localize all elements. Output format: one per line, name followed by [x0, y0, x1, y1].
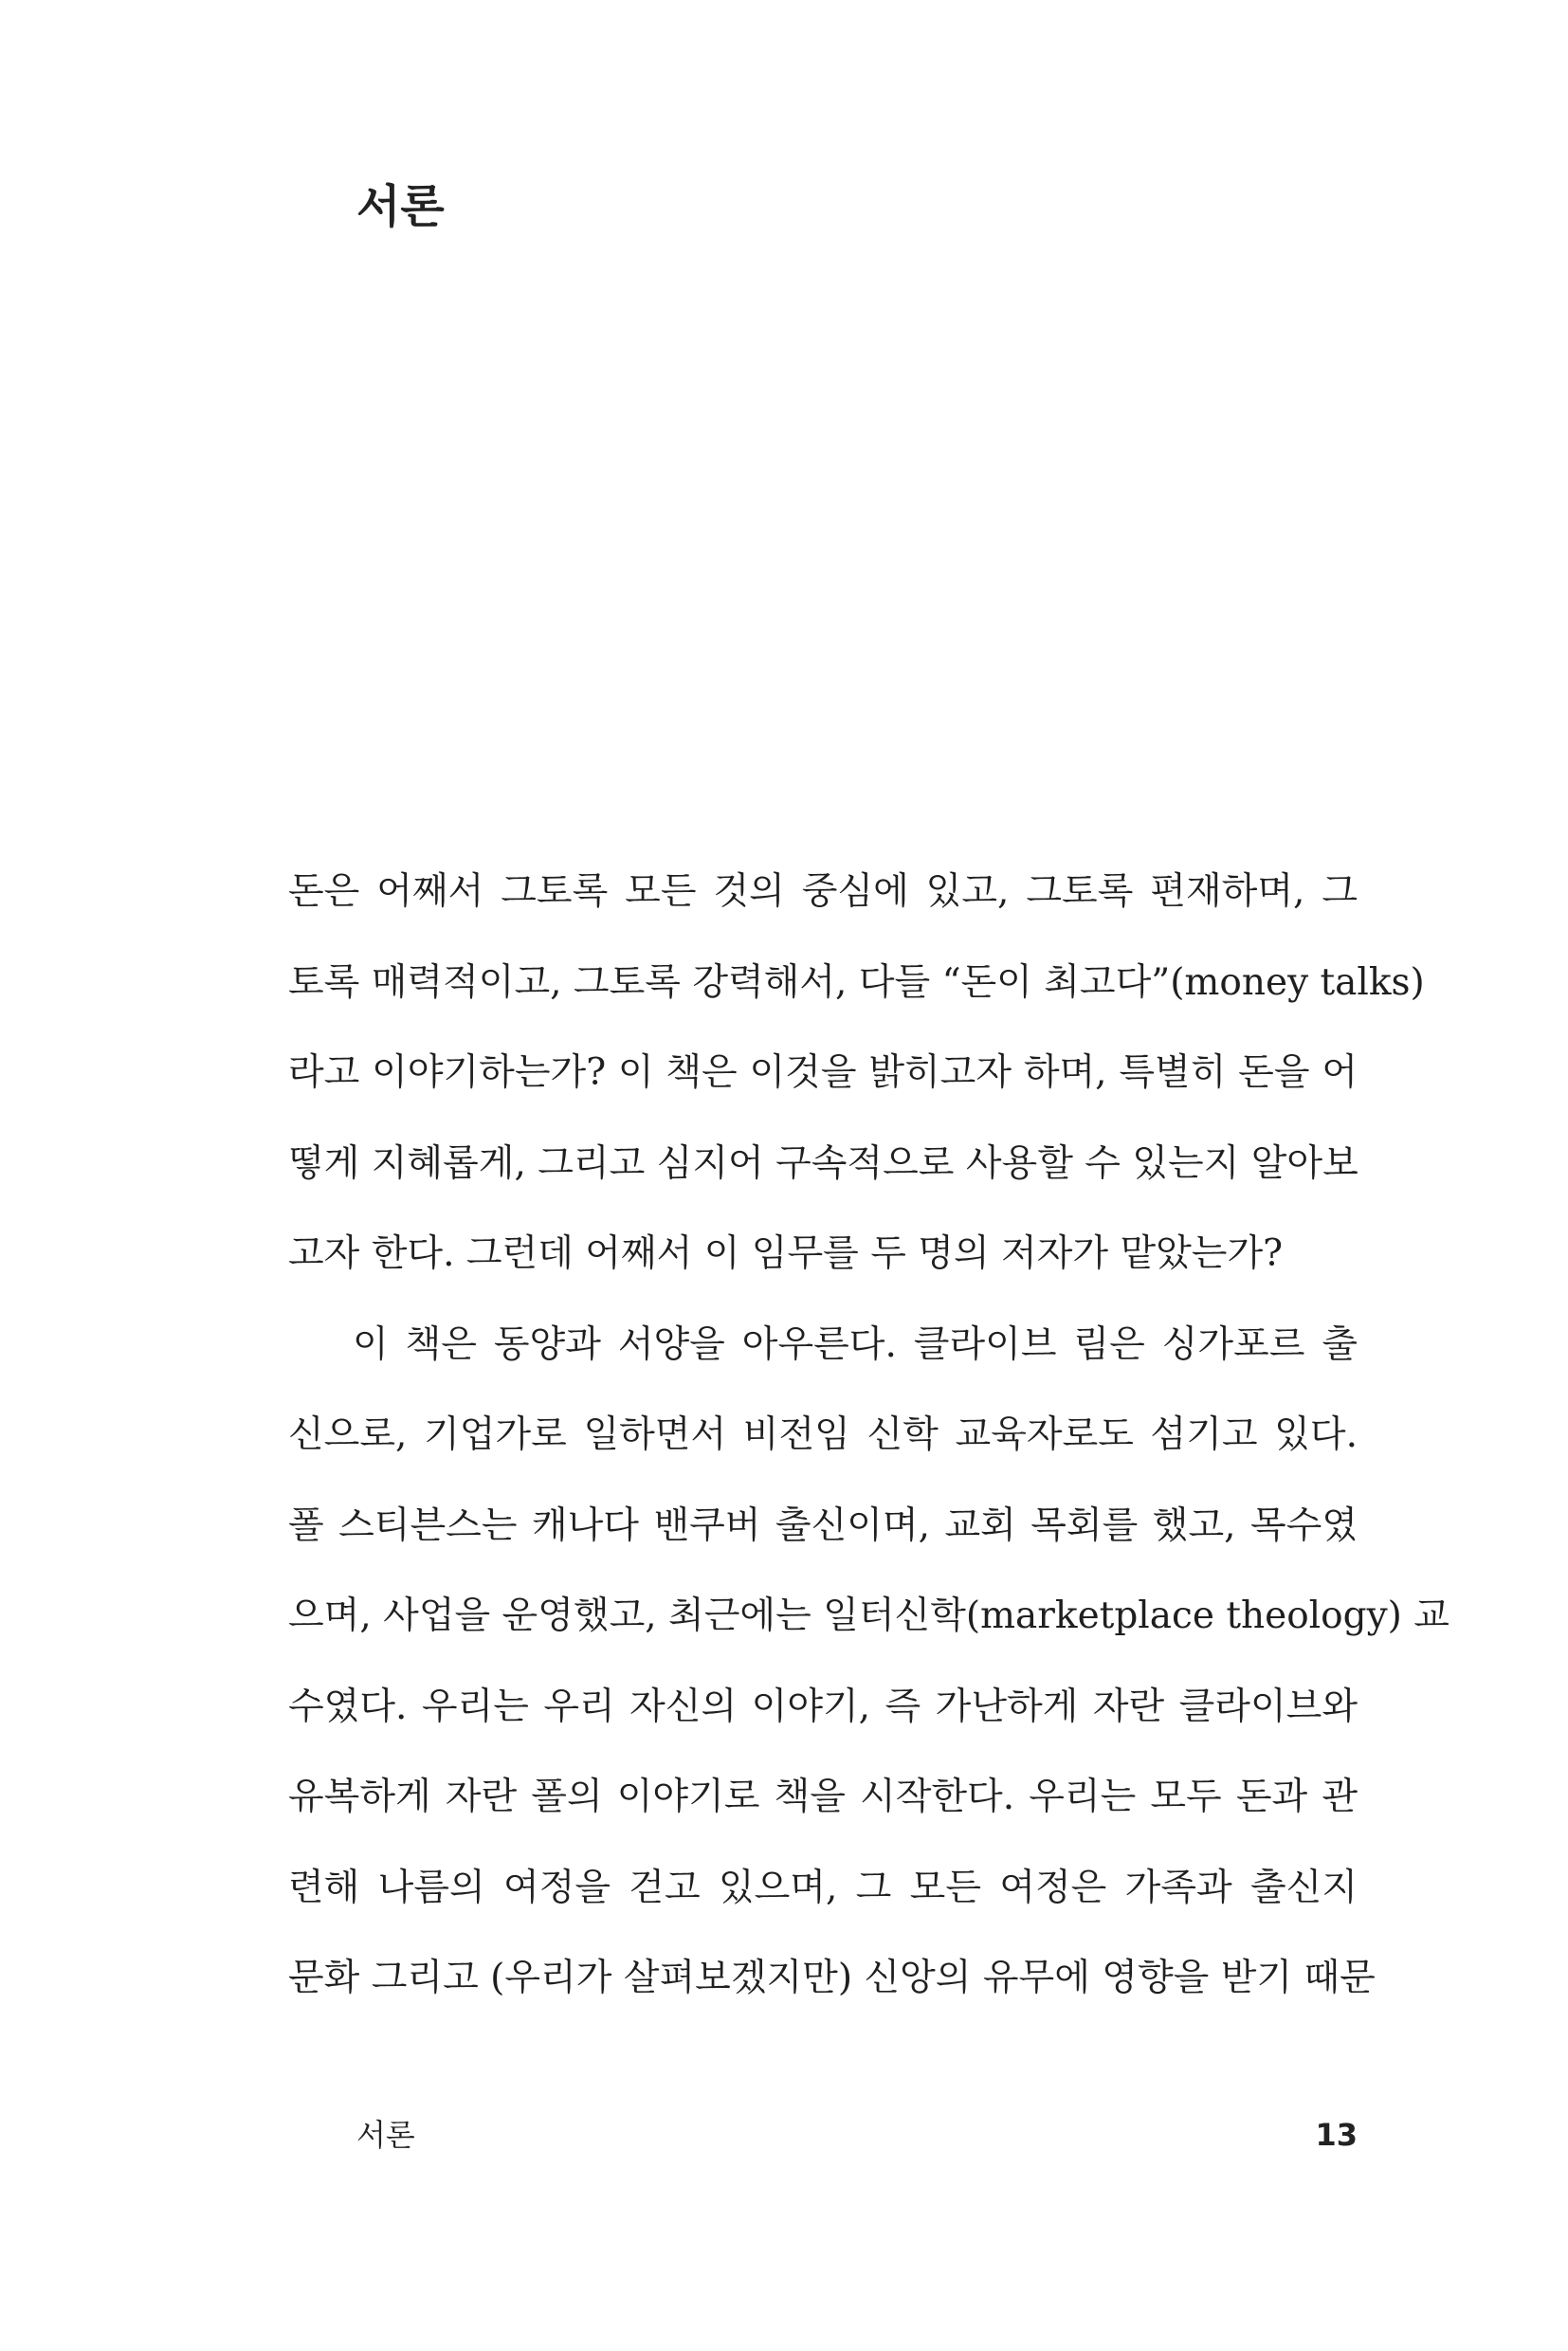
text-line: 수였다. 우리는 우리 자신의 이야기, 즉 가난하게 자란 클라이브와 [288, 1685, 1358, 1728]
text-line: 신으로, 기업가로 일하면서 비전임 신학 교육자로도 섬기고 있다. [288, 1413, 1358, 1456]
text-line: 토록 매력적이고, 그토록 강력해서, 다들 “돈이 최고다”(money talks) [288, 960, 1425, 1004]
text-line: 련해 나름의 여정을 걷고 있으며, 그 모든 여정은 가족과 출신지 [288, 1866, 1358, 1909]
chapter-title: 서론 [356, 180, 445, 233]
paragraph-1 [288, 861, 1425, 1314]
text-line: 돈은 어째서 그토록 모든 것의 중심에 있고, 그토록 편재하며, 그 [288, 870, 1358, 913]
text-line: 고자 한다. 그런데 어째서 이 임무를 두 명의 저자가 맡았는가? [288, 1232, 1284, 1275]
text-line: 으며, 사업을 운영했고, 최근에는 일터신학(marketplace theology) 교 [288, 1595, 1449, 1637]
text-line: 폴 스티븐스는 캐나다 밴쿠버 출신이며, 교회 목회를 했고, 목수였 [288, 1504, 1358, 1547]
text-line: 이 책은 동양과 서양을 아우른다. 클라이브 림은 싱가포르 출 [353, 1322, 1358, 1366]
text-line: 유복하게 자란 폴의 이야기로 책을 시작한다. 우리는 모두 돈과 관 [288, 1776, 1358, 1818]
paragraph-2 [288, 1314, 1449, 2038]
text-line: 떻게 지혜롭게, 그리고 심지어 구속적으로 사용할 수 있는지 알아보 [288, 1141, 1358, 1185]
body-text [288, 861, 1449, 2038]
page-number: 13 [1315, 2117, 1358, 2153]
running-footer-title: 서론 [356, 2117, 415, 2153]
text-line: 문화 그리고 (우리가 살펴보겠지만) 신앙의 유무에 영향을 받기 때문 [288, 1957, 1376, 1999]
text-line: 라고 이야기하는가? 이 책은 이것을 밝히고자 하며, 특별히 돈을 어 [288, 1051, 1358, 1094]
